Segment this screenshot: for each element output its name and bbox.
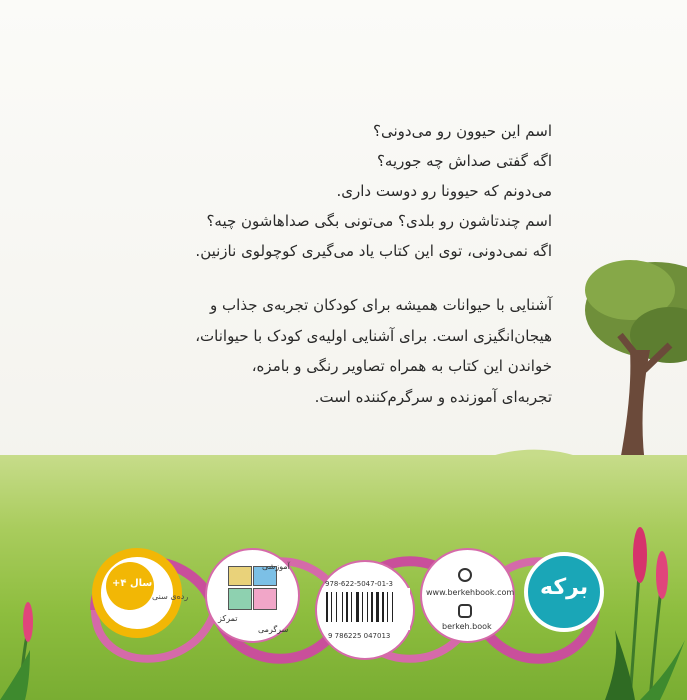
intro-line-5: اگه نمی‌دونی، توی این کتاب یاد می‌گیری کوچولوی نازنین. xyxy=(195,242,552,260)
barcode-bar xyxy=(336,592,337,622)
age-label: +۴ سال xyxy=(112,578,153,589)
feature-fun: سرگرمی xyxy=(258,625,289,634)
intro-line-2: اگه گفتی صداش چه جوریه؟ xyxy=(376,152,552,170)
barcode-bar xyxy=(392,592,393,622)
intro-line-1: اسم این حیوون رو می‌دونی؟ xyxy=(373,122,552,140)
feature-grid xyxy=(228,566,276,614)
instagram-handle: berkeh.book xyxy=(442,622,492,631)
isbn-text: 978-622-5047-01-3 xyxy=(325,580,394,588)
description-text xyxy=(195,290,552,412)
publisher-logo-text: برکه xyxy=(540,575,589,600)
feature-focus: تمرکز xyxy=(218,614,238,623)
barcode-bar xyxy=(346,592,348,622)
globe-icon xyxy=(458,568,472,582)
age-group-label: رده‌ی سنی xyxy=(152,592,189,601)
fun-icon xyxy=(253,588,277,610)
barcode-bar xyxy=(356,592,359,622)
description-line-1: آشنایی با حیوانات همیشه برای کودکان تجربه‌ی جذاب و xyxy=(210,296,552,314)
barcode-bar xyxy=(326,592,328,622)
barcode-bar xyxy=(367,592,368,622)
pink-flower-plant-right xyxy=(600,520,687,700)
barcode-bar xyxy=(371,592,373,622)
description-line-2: هیجان‌انگیزی است. برای آشنایی اولیه‌ی کودک با حیوانات، xyxy=(195,326,552,345)
instagram-icon xyxy=(458,604,472,618)
intro-line-4: اسم چندتاشون رو بلدی؟ می‌تونی بگی صداهاشون چیه؟ xyxy=(206,212,552,230)
description-line-3: خواندن این کتاب به همراه تصاویر رنگی و بامزه، xyxy=(251,357,552,375)
intro-line-3: می‌دونم که حیوونا رو دوست داری. xyxy=(336,182,552,200)
barcode-bar xyxy=(376,592,379,622)
barcode-bar xyxy=(387,592,388,622)
description-line-4: تجربه‌ای آموزنده و سرگرم‌کننده است. xyxy=(314,387,552,406)
pink-flower-plant-left xyxy=(0,560,70,700)
barcode-bar xyxy=(351,592,352,622)
focus-icon xyxy=(228,588,252,610)
barcode-bar xyxy=(382,592,384,622)
learning-icon xyxy=(228,566,252,586)
barcode-bar xyxy=(342,592,343,622)
barcode-bar xyxy=(331,592,332,622)
barcode xyxy=(322,588,410,630)
barcode-number: 9 786225 047013 xyxy=(328,632,391,640)
barcode-bar xyxy=(362,592,363,622)
website-text: www.berkehbook.com xyxy=(426,588,515,597)
feature-learning: آموزشی xyxy=(262,562,290,571)
intro-text xyxy=(195,116,552,266)
